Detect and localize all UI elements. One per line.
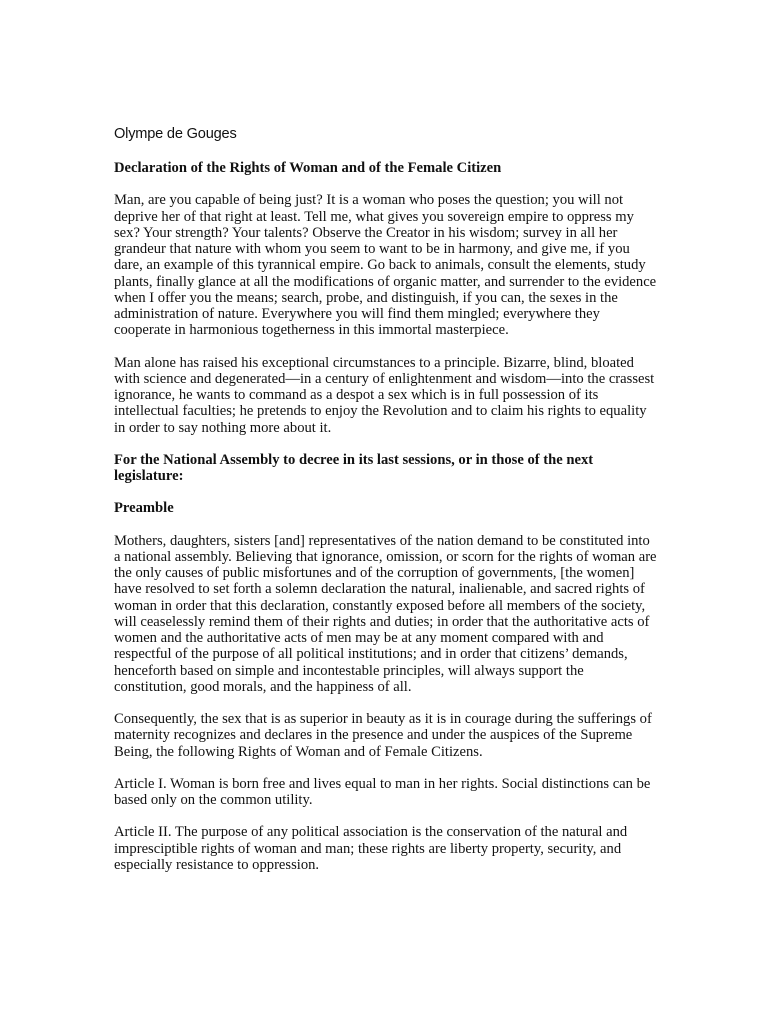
- intro-paragraph-1: Man, are you capable of being just? It is a woman who poses the question; you will not deprive her of that right at least. Tell me, what gives you sovereign empire to oppress my sex? Your strength? Your talents? Observe the Creator in his wisdom; survey in all her grandeur that nature with whom you seem to want to be in harmony, and give me, if you dare, an example of this tyrannical empire. Go back to animals, consult the elements, study plants, finally glance at all the modifications of organic matter, and surrender to the evidence when I offer you the means; search, probe, and distinguish, if you can, the sexes in the administration of nature. Everywhere you will find them mingled; everywhere they cooperate in harmonious togetherness in this immortal masterpiece.: [114, 192, 657, 339]
- document-body: [114, 126, 659, 889]
- author-name: Olympe de Gouges: [114, 126, 237, 142]
- preamble-paragraph-2: Consequently, the sex that is as superior in beauty as it is in courage during the sufferings of maternity recognizes and declares in the presence and under the auspices of the Supreme Being, the following Rights of Woman and of Female Citizens.: [114, 711, 652, 760]
- preamble-paragraph-1: Mothers, daughters, sisters [and] representatives of the nation demand to be constituted into a national assembly. Believing that ignorance, omission, or scorn for the rights of woman are the only causes of public misfortunes and of the corruption of governments, [the women] have resolved to set forth a solemn declaration the natural, inalienable, and sacred rights of woman in order that this declaration, constantly exposed before all members of the society, will ceaselessly remind them of their rights and duties; in order that the authoritative acts of women and the authoritative acts of men may be at any moment compared with and respectful of the purpose of all political institutions; and in order that citizens’ demands, henceforth based on simple and incontestable principles, will always support the constitution, good morals, and the happiness of all.: [114, 532, 657, 695]
- article-2: Article II. The purpose of any political association is the conservation of the natural and impresciptible rights of woman and man; these rights are liberty property, security, and especially resistance to oppression.: [114, 824, 628, 873]
- article-1: Article I. Woman is born free and lives equal to man in her rights. Social distinctions can be based only on the common utility.: [114, 775, 651, 808]
- assembly-heading: For the National Assembly to decree in its last sessions, or in those of the next legislature:: [114, 451, 594, 484]
- preamble-heading: Preamble: [114, 500, 174, 517]
- document-title: Declaration of the Rights of Woman and of the Female Citizen: [114, 160, 502, 176]
- intro-paragraph-2: Man alone has raised his exceptional circumstances to a principle. Bizarre, blind, bloated with science and degenerated—in a century of enlightenment and wisdom—into the crassest ignorance, he wants to command as a despot a sex which is in full possession of its intellectual faculties; he pretends to enjoy the Revolution and to claim his rights to equality in order to say nothing more about it.: [114, 354, 655, 436]
